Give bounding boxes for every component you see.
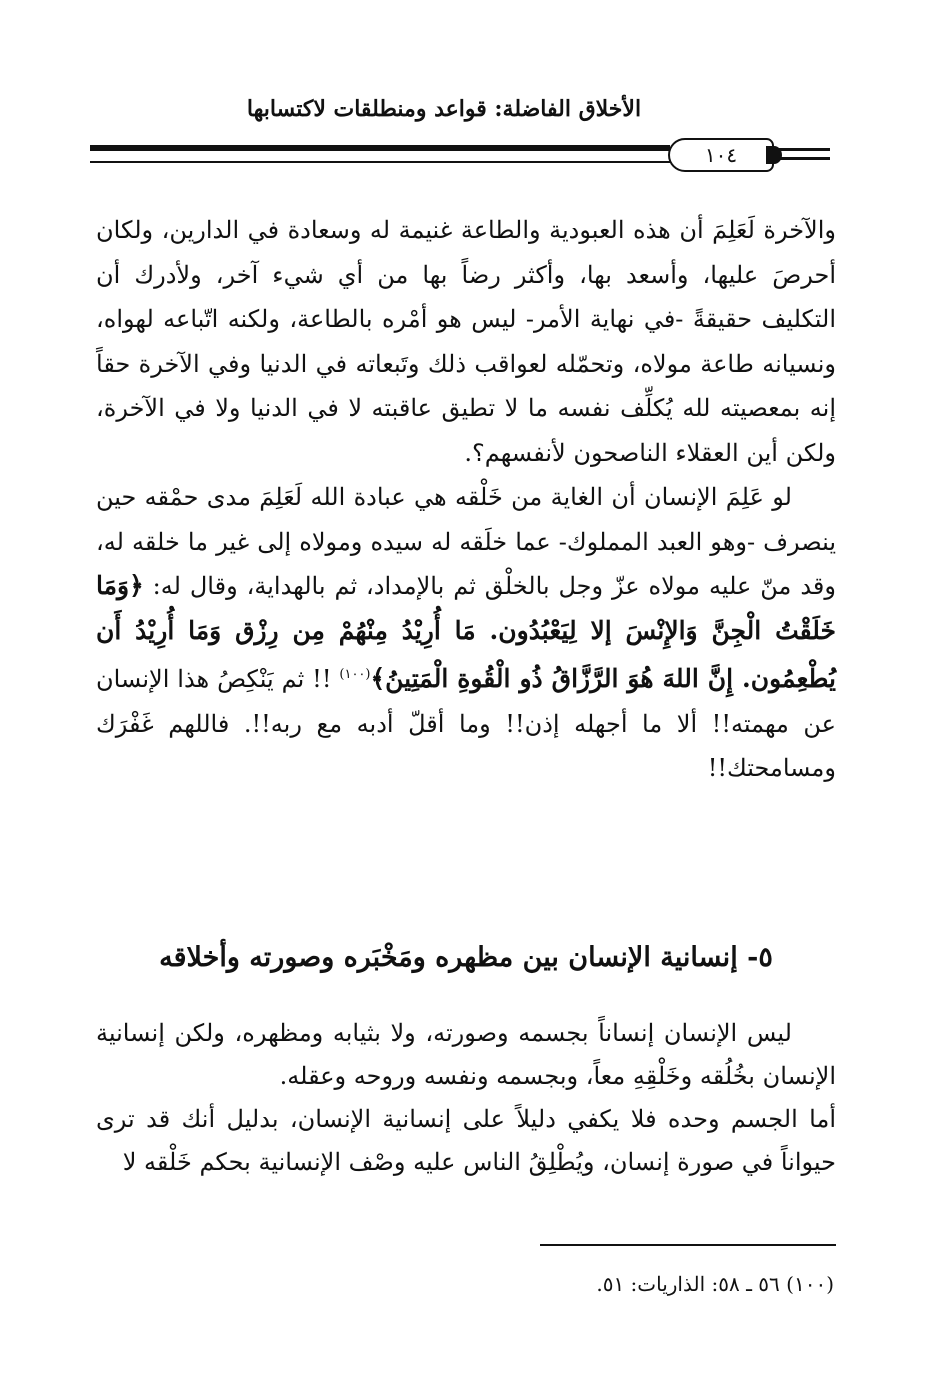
- section-heading: ٥- إنسانية الإنسان بين مظهره ومَخْبَره وصورته وأخلاقه: [159, 942, 773, 973]
- page-number: ١٠٤: [668, 138, 774, 172]
- running-header: [0, 96, 910, 122]
- header-rule-right: [770, 148, 830, 160]
- paragraph-1: والآخرة لَعَلِمَ أن هذه العبودية والطاعة غنيمة له وسعادة في الدارين، ولكان أحرصَ عليها، وأسعد بها، وأكثر رضاً بها من أي شيء آخر، ولأدرك أن التكليف حقيقةً -في نهاية الأمر- ليس هو أمْره بالطاعة، ولكنه اتّباعه لهواه، ونسيانه طاعة مولاه، وتحمّله لعواقب ذلك وتَبعاته في الدنيا وفي الآخرة حقاً إنه بمعصيته لله يُكلِّف نفسه ما لا تطيق عاقبته لا في الدنيا ولا في الآخرة، ولكن أين العقلاء الناصحون لأنفسهم؟.: [96, 216, 836, 467]
- header-title: الأخلاق الفاضلة: قواعد ومنطلقات لاكتسابها: [246, 96, 642, 122]
- paragraph-3: ليس الإنسان إنساناً بجسمه وصورته، ولا بثيابه ومظهره، ولكن إنسانية الإنسان بخُلُقه وخَلْقِهِ معاً، وبجسمه ونفسه وروحه وعقله.: [96, 1019, 836, 1090]
- footnote: (١٠٠) ٥٦ ـ ٥٨: الذاريات: ٥١.: [596, 1272, 834, 1296]
- header-rule-left: [90, 145, 670, 163]
- paragraph-2-tail: !! ثم يَنْكِصُ هذا الإنسان عن مهمته!! ألا ما أجهله إذن!! وما أقلّ أدبه مع ربه!!. فاللهم غَفْرَك ومسامحتك!!: [96, 665, 836, 782]
- main-text: [96, 208, 836, 791]
- footnote-divider: [540, 1244, 836, 1246]
- paragraph-4: أما الجسم وحده فلا يكفي دليلاً على إنسانية الإنسان، بدليل أنك قد ترى حيواناً في صورة إنسان، ويُطْلِقُ الناس عليه وصْف الإنسانية بحكم خَلْقه لا: [96, 1105, 836, 1176]
- section-text: [96, 1012, 836, 1184]
- paragraph-2: [96, 475, 836, 791]
- quran-verse: ﴿وَمَا خَلَقْتُ الْجِنَّ وَالإِنْسَ إلا لِيَعْبُدُون. مَا أُرِيْدُ مِنْهُمْ مِن رِزْق وَمَا أُرِيْدُ أَن يُطْعِمُون. إِنَّ اللهَ هُوَ الرَّزَّاقُ ذُو الْقُوةِ الْمَتِينُ﴾: [96, 571, 837, 693]
- paragraph-2-lead: لو عَلِمَ الإنسان أن الغاية من خَلْقه هي عبادة الله لَعَلِمَ مدى حمْقه حين ينصرف -وهو العبد المملوك- عما خلَقه له سيده ومولاه إلى غير ما خلقه له، وقد منّ عليه مولاه عزّ وجل بالخلْق ثم بالإمداد، ثم بالهداية، وقال له:: [96, 483, 837, 600]
- footnote-ref: (١٠٠): [339, 667, 371, 682]
